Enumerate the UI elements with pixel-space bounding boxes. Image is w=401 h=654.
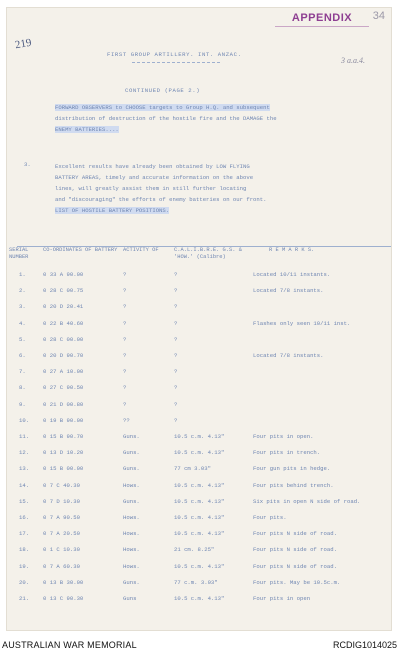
calibre-cell: 10.5 c.m. 4.13" (174, 595, 225, 602)
document-subtitle: CONTINUED (PAGE 2.) (125, 87, 201, 94)
serial-cell: 4. (19, 319, 26, 327)
coordinates-cell: 0 1 C 10.30 (43, 546, 80, 554)
serial-cell: 5. (19, 335, 26, 343)
calibre-cell: 10.5 c.m. 4.13" (174, 449, 225, 457)
footer-reference: RCDIG1014025 (332, 640, 397, 650)
serial-cell: 11. (19, 433, 30, 440)
calibre-cell: 10.5 c.m. 4.13" (174, 433, 225, 440)
coordinates-cell: 0 20 D 20.41 (43, 303, 84, 311)
activity-cell: Guns (123, 595, 137, 602)
activity-cell: ? (123, 335, 127, 343)
activity-cell: Guns. (123, 578, 140, 586)
coordinates-cell: 0 27 C 90.50 (43, 384, 84, 392)
table-row (7, 530, 391, 544)
activity-cell: ? (123, 303, 127, 311)
serial-cell: 13. (19, 465, 30, 473)
calibre-cell: 77 c.m. 3.03" (174, 578, 218, 586)
paragraph-2-line: lines, will greatly assist them in still further locating (55, 185, 247, 192)
remarks-cell: Four pits behind trench. (253, 481, 334, 489)
coordinates-cell: 0 21 D 00.80 (43, 400, 84, 408)
remarks-cell: Four pits in trench. (253, 449, 321, 457)
paragraph-1-line: ENEMY BATTERIES.... (55, 126, 119, 133)
paragraph-2-line: Excellent results have already been obtained by LOW FLYING (55, 163, 250, 170)
paragraph-2-line: BATTERY AREAS, timely and accurate information on the above (55, 174, 254, 181)
activity-cell: Hows. (123, 514, 140, 521)
calibre-cell: ? (174, 335, 178, 343)
serial-cell: 8. (19, 384, 26, 392)
coordinates-cell: 0 7 C 40.30 (43, 481, 80, 489)
header-coordinates: CO-ORDINATES OF BATTERY (43, 247, 118, 253)
list-heading: LIST OF HOSTILE BATTERY POSITIONS. (55, 207, 170, 214)
paragraph-1 (55, 102, 373, 135)
coordinates-cell: 0 27 A 10.00 (43, 368, 84, 376)
serial-cell: 18. (19, 546, 30, 554)
coordinates-cell: 0 33 A 90.00 (43, 271, 84, 278)
calibre-cell: ? (174, 271, 178, 278)
serial-cell: 7. (19, 368, 26, 376)
activity-cell: ? (123, 271, 127, 278)
table-row (7, 352, 391, 366)
serial-cell: 17. (19, 530, 30, 538)
serial-cell: 6. (19, 352, 26, 359)
header-serial: SERIAL NUMBER (9, 247, 29, 260)
remarks-cell: Located 7/8 instants. (253, 352, 324, 359)
table-row (7, 579, 391, 593)
page-number: 34 (372, 10, 385, 22)
serial-cell: 10. (19, 416, 30, 424)
table-row (7, 417, 391, 431)
remarks-cell: Four gun pits in hedge. (253, 465, 331, 473)
coordinates-cell: 0 7 D 10.30 (43, 497, 80, 505)
serial-cell: 3. (19, 303, 26, 311)
remarks-cell: Four pits in open (253, 595, 311, 602)
serial-cell: 19. (19, 562, 30, 570)
serial-cell: 21. (19, 595, 30, 602)
coordinates-cell: 0 13 D 10.20 (43, 449, 84, 457)
activity-cell: ? (123, 287, 127, 295)
table-row (7, 546, 391, 560)
coordinates-cell: 0 20 D 90.70 (43, 352, 84, 359)
table-row (7, 384, 391, 398)
coordinates-cell: 0 13 B 30.00 (43, 578, 84, 586)
remarks-cell: Four pits in open. (253, 433, 314, 440)
remarks-cell: Located 10/11 instants. (253, 271, 331, 278)
serial-cell: 2. (19, 287, 26, 295)
table-row (7, 433, 391, 447)
activity-cell: Hows. (123, 530, 140, 538)
activity-cell: Hows. (123, 546, 140, 554)
paragraph-2 (55, 161, 373, 216)
calibre-cell: 21 cm. 8.25" (174, 546, 215, 554)
remarks-cell: Four pits N side of road. (253, 530, 337, 538)
coordinates-cell: 0 22 B 40.60 (43, 319, 84, 327)
activity-cell: Guns. (123, 433, 140, 440)
coordinates-cell: 0 13 C 90.30 (43, 595, 84, 602)
table-row (7, 449, 391, 463)
table-row (7, 287, 391, 301)
table-row (7, 336, 391, 350)
calibre-cell: 10.5 c.m. 4.13" (174, 530, 225, 538)
paragraph-2-number: 3. (24, 161, 31, 168)
paragraph-2-line: and "discouraging" the efforts of enemy batteries on our front. (55, 196, 267, 203)
table-row (7, 595, 391, 609)
table-row (7, 401, 391, 415)
coordinates-cell: 0 28 C 00.00 (43, 335, 84, 343)
activity-cell: ? (123, 319, 127, 327)
table-row (7, 368, 391, 382)
table-row (7, 482, 391, 496)
header-remarks: R E M A R K S. (269, 247, 315, 253)
serial-cell: 16. (19, 514, 30, 521)
activity-cell: Hows. (123, 481, 140, 489)
folio-number: 219 (14, 36, 33, 52)
remarks-cell: Four pits N side of road. (253, 562, 337, 570)
footer-institution: AUSTRALIAN WAR MEMORIAL (2, 640, 137, 650)
document-title: FIRST GROUP ARTILLERY. INT. ANZAC. (107, 51, 242, 58)
appendix-stamp: APPENDIX (275, 10, 369, 27)
calibre-cell: ? (174, 384, 178, 392)
activity-cell: ? (123, 400, 127, 408)
serial-cell: 20. (19, 578, 30, 586)
remarks-cell: Six pits in open N side of road. (253, 497, 361, 505)
activity-cell: Guns. (123, 449, 140, 457)
calibre-cell: 10.5 c.m. 4.13" (174, 514, 225, 521)
calibre-cell: ? (174, 400, 178, 408)
serial-cell: 12. (19, 449, 30, 457)
activity-cell: Hows. (123, 562, 140, 570)
table-row (7, 498, 391, 512)
document-sheet (7, 8, 391, 630)
table-row (7, 465, 391, 479)
activity-cell: ? (123, 368, 127, 376)
serial-cell: 9. (19, 400, 26, 408)
calibre-cell: 77 cm 3.03" (174, 465, 211, 473)
remarks-cell: Located 7/8 instants. (253, 287, 324, 295)
coordinates-cell: 0 28 C 00.75 (43, 287, 84, 295)
coordinates-cell: 0 19 B 90.00 (43, 416, 84, 424)
remarks-cell: Four pits N side of road. (253, 546, 337, 554)
table-row (7, 563, 391, 577)
coordinates-cell: 0 7 A 20.50 (43, 530, 80, 538)
calibre-cell: ? (174, 319, 178, 327)
remarks-cell: Four pits. May be 10.5c.m. (253, 578, 341, 586)
calibre-cell: 10.5 c.m. 4.13" (174, 481, 225, 489)
coordinates-cell: 0 15 B 90.70 (43, 433, 84, 440)
activity-cell: ? (123, 352, 127, 359)
pencil-annotation: 3 a.a.4. (341, 56, 365, 65)
header-activity: ACTIVITY OF (123, 247, 159, 253)
table-row (7, 514, 391, 528)
paragraph-1-line: distribution of destruction of the hostile fire and the DAMAGE the (55, 115, 277, 122)
calibre-cell: ? (174, 416, 178, 424)
table-row (7, 271, 391, 285)
table-row (7, 320, 391, 334)
activity-cell: ?? (123, 416, 130, 424)
activity-cell: ? (123, 384, 127, 392)
coordinates-cell: 0 15 B 00.00 (43, 465, 84, 473)
coordinates-cell: 0 7 A 60.30 (43, 562, 80, 570)
calibre-cell: 10.5 c.m. 4.13" (174, 497, 225, 505)
table-row (7, 303, 391, 317)
remarks-cell: Flashes only seen 10/11 inst. (253, 319, 351, 327)
calibre-cell: ? (174, 287, 178, 295)
calibre-cell: ? (174, 303, 178, 311)
paragraph-1-line: FORWARD OBSERVERS to CHOOSE targets to Group H.Q. and subsequent (55, 104, 270, 111)
title-underline (132, 62, 220, 63)
serial-cell: 15. (19, 497, 30, 505)
serial-cell: 1. (19, 271, 26, 278)
coordinates-cell: 0 7 A 90.50 (43, 514, 80, 521)
activity-cell: Guns. (123, 465, 140, 473)
calibre-cell: ? (174, 368, 178, 376)
calibre-cell: ? (174, 352, 178, 359)
header-calibre: C.A.L.I.B.R.E. G.S. & 'HOW.' (Calibre) (174, 247, 242, 260)
calibre-cell: 10.5 c.m. 4.13" (174, 562, 225, 570)
activity-cell: Guns. (123, 497, 140, 505)
remarks-cell: Four pits. (253, 514, 287, 521)
serial-cell: 14. (19, 481, 30, 489)
